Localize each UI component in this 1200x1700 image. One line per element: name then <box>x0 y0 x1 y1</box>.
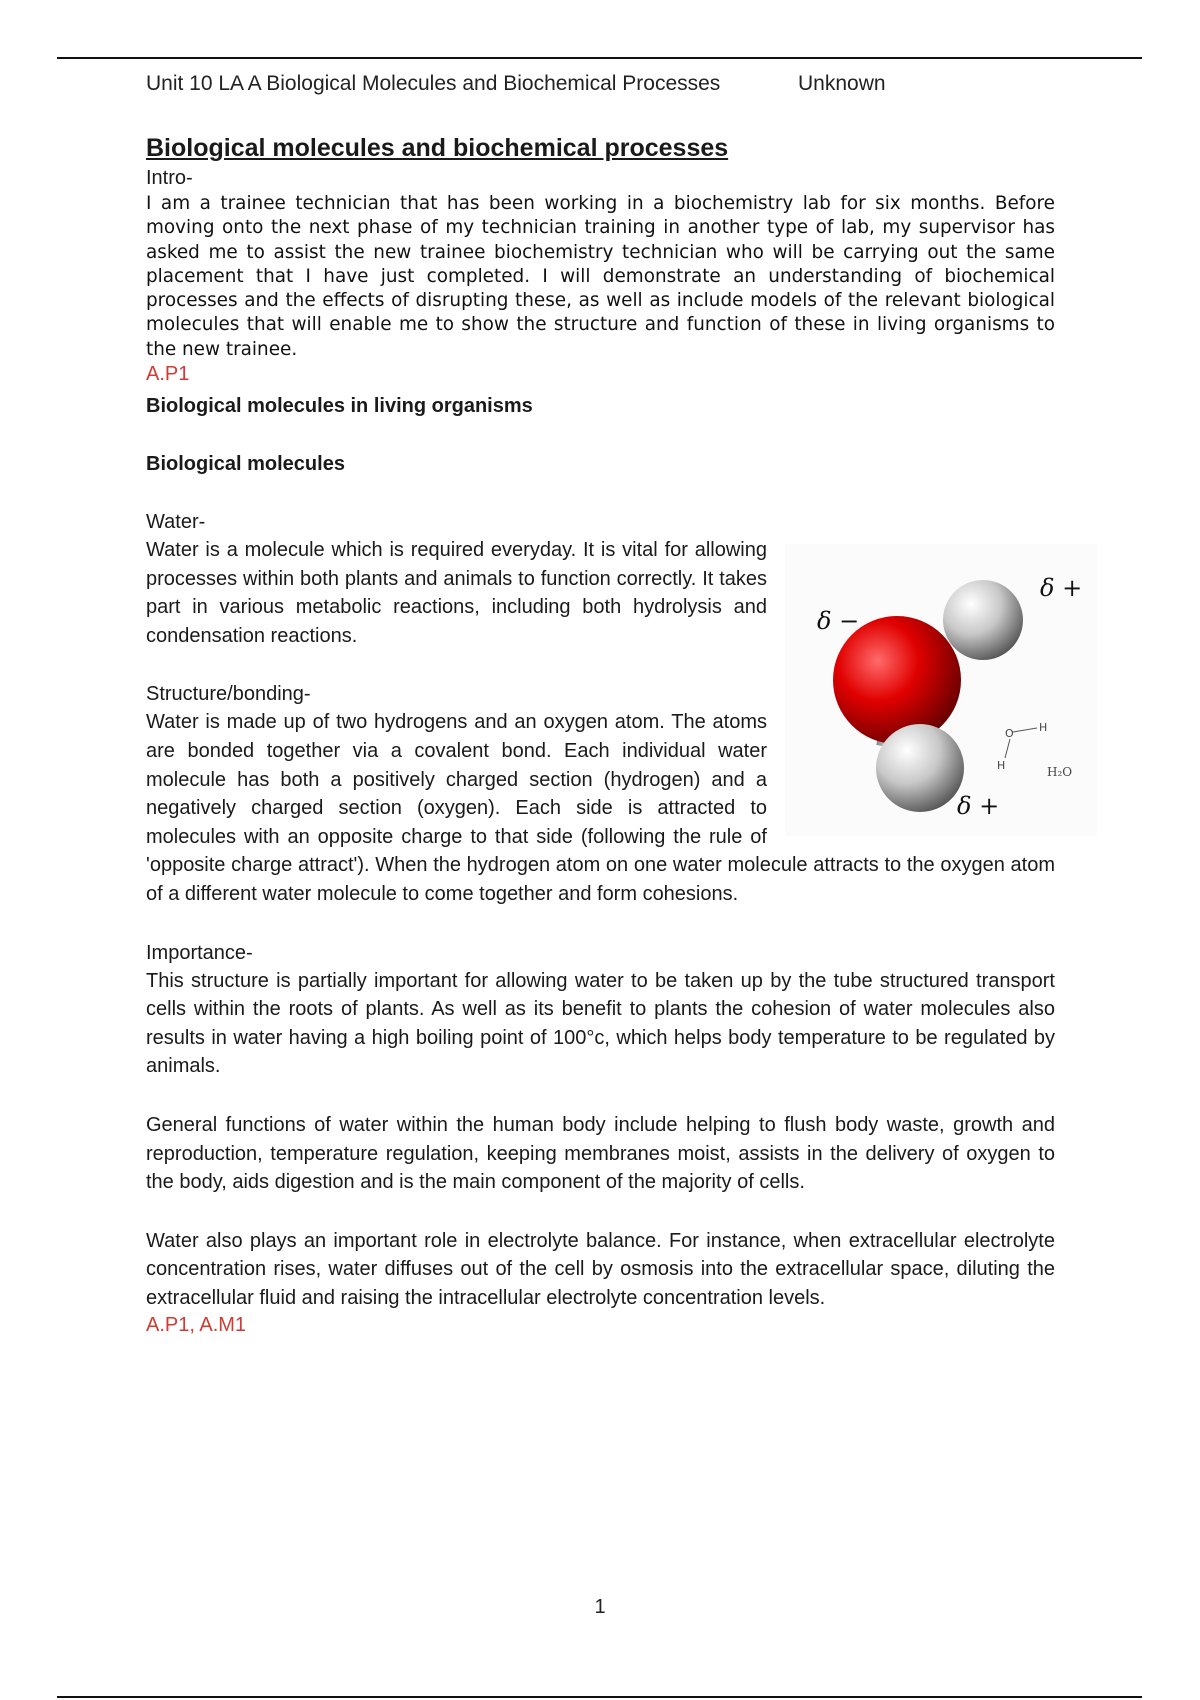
criteria-tag: A.P1 <box>146 363 190 386</box>
criteria-tag-2: A.P1, A.M1 <box>146 1313 247 1336</box>
water-paragraph: Water is a molecule which is required everyday. It is vital for allowing processes within both plants and animals to function correctly. It takes part in various metabolic reactions, including both hydrolysis and condensation reactions. <box>146 539 767 647</box>
page-content <box>146 60 1083 1337</box>
delta-plus-top-label: δ + <box>1040 574 1083 603</box>
struct-bond-oh2 <box>1005 739 1010 758</box>
functions-paragraph: General functions of water within the human body include helping to flush body waste, growth and reproduction, temperature regulation, keeping membranes moist, assists in the delivery of oxygen to the body, aids digestion and is the main component of the majority of cells. <box>146 1113 1055 1194</box>
page-header <box>146 72 1055 96</box>
header-rule <box>57 57 1142 59</box>
hydrogen-atom-top <box>943 580 1023 660</box>
delta-plus-bottom-label: δ + <box>957 792 1000 821</box>
struct-h-bottom-label: H <box>997 759 1006 773</box>
page-number: 1 <box>594 1596 606 1618</box>
section-heading: Biological molecules in living organisms <box>146 395 533 418</box>
struct-h-right-label: H <box>1039 721 1048 735</box>
document-title: Biological molecules and biochemical processes <box>146 134 729 162</box>
structure-paragraph: Water is made up of two hydrogens and an oxygen atom. The atoms are bonded together via a covalent bond. Each individual water molecule has both a positively charged section (hydrogen) and a negatively charged section (oxygen). Each side is attracted to molecules with an opposite charge to that side (following the rule of 'opposite charge attract'). When the hydrogen atom on one water molecule attracts to the oxygen atom of a different water molecule to come together and form cohesions. <box>146 711 1055 906</box>
struct-o-label: O <box>1005 727 1014 741</box>
footer-rule <box>57 1696 1142 1698</box>
water-molecule-figure <box>785 544 1097 836</box>
header-unit-title: Unit 10 LA A Biological Molecules and Biochemical Processes <box>146 72 721 95</box>
intro-label: Intro- <box>146 167 193 189</box>
formula-label: H₂O <box>1047 765 1073 780</box>
importance-paragraph: This structure is partially important for allowing water to be taken up by the tube structured transport cells within the roots of plants. As well as its benefit to plants the cohesion of water molecules also results in water having a high boiling point of 100°c, which helps body temperature to be regulated by animals. <box>146 969 1055 1078</box>
delta-minus-label: δ − <box>817 607 860 636</box>
electrolyte-paragraph: Water also plays an important role in electrolyte balance. For instance, when extracellular electrolyte concentration rises, water diffuses out of the cell by osmosis into the extracellular space, diluting the extracellular fluid and raising the intracellular electrolyte concentration levels. <box>146 1229 1055 1309</box>
header-author: Unknown <box>798 72 886 95</box>
intro-paragraph: I am a trainee technician that has been working in a biochemistry lab for six months. Before moving onto the next phase of my technician training in another type of lab, my supervisor has asked me to assist the new trainee biochemistry technician who will be carrying out the same placement that I have just completed. I will demonstrate an understanding of biochemical processes and the effects of disrupting these, as well as include models of the relevant biological molecules that will enable me to show the structure and function of these in living organisms to the new trainee. <box>146 193 1055 360</box>
water-label: Water- <box>146 511 206 534</box>
importance-label: Importance- <box>146 941 253 964</box>
hydrogen-atom-bottom <box>876 724 964 812</box>
oxygen-atom <box>833 616 961 744</box>
struct-bond-oh <box>1013 728 1037 732</box>
subsection-heading: Biological molecules <box>146 453 345 476</box>
structure-label: Structure/bonding- <box>146 683 311 706</box>
